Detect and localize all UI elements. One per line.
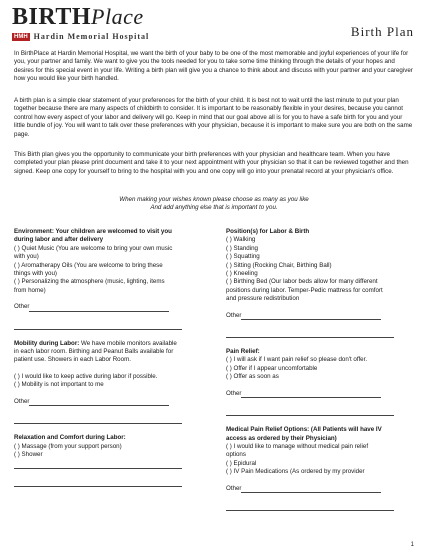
mobility-text-3: patient use. Showers in each Labor Room.: [14, 356, 131, 364]
blank-line[interactable]: [14, 460, 182, 469]
position-other-field[interactable]: [226, 312, 416, 320]
medical-heading-1: Medical Pain Relief Options: (All Patients will have IV: [226, 426, 382, 434]
other-label: Other: [226, 484, 242, 492]
blank-line[interactable]: [14, 478, 182, 487]
option-keep-active[interactable]: ( ) I would like to keep active during labor if possible.: [14, 372, 158, 380]
intro-paragraph-2: A birth plan is a simple clear statement of your preferences for the birth of your child. It is best not to wait until the last minute to put your plan together because there are many aspects of childbirth to consider. It is important to be reasonably flexible in your desires, because you cannot control how every aspect of your labor and delivery will go. Keep in mind that our goal above all is for you to have a safe birth for you and your little bundle of joy. You will want to talk over these preferences with your physician, because it is important to make sure you are both on the same page.: [14, 97, 413, 138]
option-offer-uncomfortable[interactable]: ( ) Offer if I appear uncomfortable: [226, 364, 318, 372]
environment-other-field[interactable]: [14, 303, 209, 311]
position-heading: Position(s) for Labor & Birth: [226, 228, 310, 235]
mobility-heading: Mobility during Labor:: [14, 339, 80, 347]
other-label: Other: [226, 389, 242, 397]
option-personalizing-cont: from home): [14, 286, 46, 294]
intro-paragraph-3: This Birth plan gives you the opportunity to communicate your birth preferences with your physician and healthcare team. When you have completed your plan please print document and take it to your next appointment with your physician so that it can be reviewed together and then signed. Keep one copy for yourself to bring to the hospital with you and one copy will go into your prenatal record at your physician's office.: [14, 151, 409, 175]
option-iv-pain-medications[interactable]: ( ) IV Pain Medications (As ordered by my provider: [226, 468, 365, 476]
pain-relief-heading: Pain Relief:: [226, 348, 260, 356]
other-line[interactable]: [241, 312, 381, 320]
other-line[interactable]: [241, 485, 381, 493]
option-personalizing[interactable]: ( ) Personalizing the atmosphere (music, lighting, items: [14, 278, 165, 286]
mobility-other-field[interactable]: [14, 398, 209, 406]
mobility-text-1: We have mobile monitors available: [79, 339, 177, 347]
pain-relief-section: [226, 348, 416, 416]
page-number: 1: [410, 542, 414, 548]
birthplace-logo: [12, 4, 144, 31]
option-ask-pain-relief[interactable]: ( ) I will ask if I want pain relief so please don't offer.: [226, 356, 368, 364]
option-birthing-bed[interactable]: ( ) Birthing Bed (Our labor beds allow for many different: [226, 278, 378, 286]
pain-other-field[interactable]: [226, 390, 416, 398]
instruction-note: [14, 196, 414, 213]
option-offer-as-soon-as[interactable]: ( ) Offer as soon as: [226, 373, 279, 381]
environment-heading-1: Environment: Your children are welcomed to visit you: [14, 228, 172, 235]
option-birthing-bed-cont-2: and pressure redistribution: [226, 295, 300, 303]
other-label: Other: [14, 397, 30, 405]
medical-heading-2: access as ordered by their Physician): [226, 434, 337, 442]
option-massage[interactable]: ( ) Massage (from your support person): [14, 442, 122, 450]
other-label: Other: [226, 311, 242, 319]
option-standing[interactable]: ( ) Standing: [226, 244, 258, 252]
blank-line[interactable]: [226, 502, 394, 511]
medical-other-field[interactable]: [226, 485, 416, 493]
comfort-section: [14, 434, 209, 487]
right-column: [226, 228, 416, 521]
option-sitting[interactable]: ( ) Sitting (Rocking Chair, Birthing Ball): [226, 261, 332, 269]
option-mobility-not-important[interactable]: ( ) Mobility is not important to me: [14, 381, 104, 389]
hospital-name: Hardin Memorial Hospital: [33, 32, 150, 41]
option-walking[interactable]: ( ) Walking: [226, 236, 256, 244]
other-line[interactable]: [29, 304, 169, 312]
other-label: Other: [14, 303, 30, 311]
mobility-section: [14, 340, 209, 424]
option-shower[interactable]: ( ) Shower: [14, 450, 43, 458]
left-column: [14, 228, 209, 497]
page-header: [12, 4, 416, 44]
logo-main-text: BIRTH: [12, 4, 92, 30]
mobility-text-2: in each labor room. Birthing and Peanut Balls available for: [14, 348, 174, 356]
instruction-line-2: And add anything else that is important to you.: [150, 204, 278, 212]
option-birthing-bed-cont-1: positions during labor. Temper-Pedic mattress for comfort: [226, 286, 383, 294]
option-quiet-music-cont: with you): [14, 253, 39, 261]
blank-line[interactable]: [14, 415, 182, 424]
option-manage-without[interactable]: ( ) I would like to manage without medical pain relief: [226, 442, 369, 450]
option-manage-without-cont: options: [226, 451, 246, 459]
environment-section: [14, 228, 209, 330]
other-line[interactable]: [29, 398, 169, 406]
option-epidural[interactable]: ( ) Epidural: [226, 459, 257, 467]
instruction-line-1: When making your wishes known please choose as many as you like: [119, 196, 309, 203]
logo-script-text: Place: [91, 4, 144, 29]
position-section: [226, 228, 416, 338]
hospital-line: [12, 32, 149, 41]
option-kneeling[interactable]: ( ) Kneeling: [226, 270, 258, 278]
option-quiet-music[interactable]: ( ) Quiet Music (You are welcome to bring your own music: [14, 244, 173, 252]
document-title: Birth Plan: [350, 24, 414, 39]
environment-heading-2: during labor and after delivery: [14, 236, 104, 244]
intro-paragraph-1: In BirthPlace at Hardin Memorial Hospital, we want the birth of your baby to be one of the most memorable and joyful experiences of your life for you, your partner and family. We want to give you the tools needed for you to take some time thinking through the details of your hopes and desires for this special event in your life. Writing a birth plan will give you a chance to think about and discuss with your partner and your caregiver how you would like your birth handled.: [14, 50, 413, 83]
other-line[interactable]: [241, 390, 381, 398]
blank-line[interactable]: [226, 329, 394, 338]
comfort-heading: Relaxation and Comfort during Labor:: [14, 434, 126, 442]
blank-line[interactable]: [14, 321, 182, 330]
medical-pain-relief-section: [226, 426, 416, 511]
option-aromatherapy-cont: things with you): [14, 270, 57, 278]
blank-line[interactable]: [226, 407, 394, 416]
option-squatting[interactable]: ( ) Squatting: [226, 253, 260, 261]
option-aromatherapy[interactable]: ( ) Aromatherapy Oils (You are welcome to bring these: [14, 261, 163, 269]
hmh-badge: HMH: [14, 33, 28, 40]
